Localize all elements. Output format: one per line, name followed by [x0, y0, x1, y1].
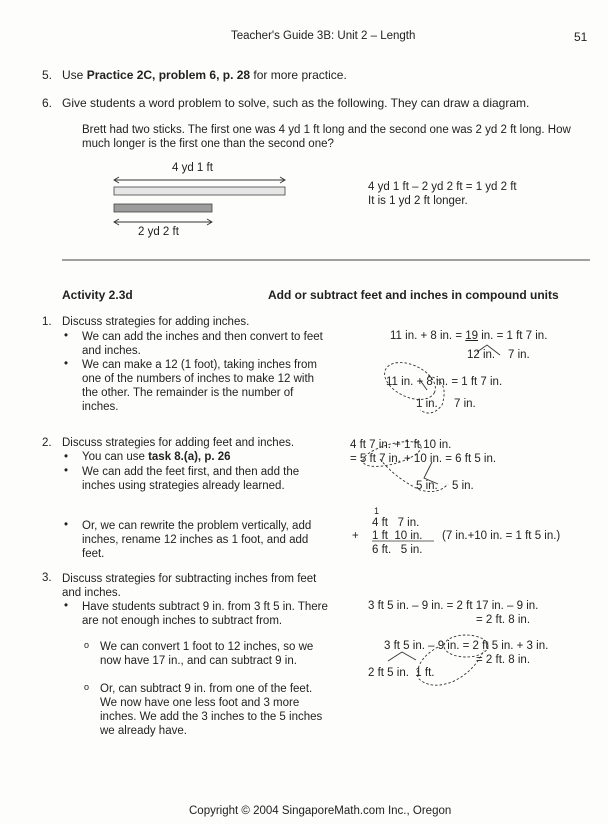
arrow-bottom	[114, 219, 212, 225]
s1-math-1a: 11 in. + 8 in. =	[390, 330, 466, 342]
s2-bullet-3: Or, we can rewrite the problem vertically, add inches, rename 12 inches as 1 foot, and add feet.	[82, 520, 312, 560]
s1-bullet-1: We can add the inches and then convert to feet and inches.	[82, 331, 323, 357]
stick-short	[114, 204, 212, 212]
s2-math-1: 4 ft 7 in. + 1 ft 10 in.	[350, 439, 452, 451]
activity-title: Add or subtract feet and inches in compound units	[268, 288, 559, 302]
page-header-title: Teacher's Guide 3B: Unit 2 – Length	[231, 30, 416, 42]
s3-math-2: = 2 ft. 8 in.	[476, 614, 531, 626]
page-number: 51	[574, 30, 588, 44]
s1-math-1u: 19	[465, 330, 479, 342]
stick-long	[114, 187, 285, 195]
s2-bullet-2: We can add the feet first, and then add the inches using strategies already learned.	[82, 466, 300, 492]
s2-number: 2.	[42, 437, 52, 449]
bullet: •	[64, 600, 69, 612]
s1-math-1b: in. = 1 ft 7 in.	[478, 330, 548, 342]
label-2yd-2ft: 2 yd 2 ft	[138, 226, 179, 238]
bullet: •	[64, 358, 69, 370]
item-6-number: 6.	[42, 96, 53, 110]
s1-split-7in: 7 in.	[454, 398, 476, 410]
sub-bullet: o	[84, 682, 90, 692]
s3-bullet-1: Have students subtract 9 in. from 3 ft 5 in. There are not enough inches to subtract from.	[82, 601, 328, 627]
s1-bullet-2: We can make a 12 (1 foot), taking inches from one of the numbers of inches to make 12 with the other. The remainder is the number of inches.	[82, 359, 318, 413]
item-6-text: Give students a word problem to solve, such as the following. They can draw a diagram.	[62, 96, 530, 110]
s2-vertical-note: (7 in.+10 in. = 1 ft 5 in.)	[442, 530, 561, 542]
s2-carry: 1	[374, 506, 380, 516]
activity-label: Activity 2.3d	[62, 288, 133, 302]
item-5-post: for more practice.	[250, 68, 347, 82]
s1-math-1	[390, 330, 547, 342]
s3-title: Discuss strategies for subtracting inches from feet and inches.	[62, 573, 317, 599]
s2-split-5in-a: 5 in.	[416, 480, 438, 492]
s2-vertical-1: 4 ft 7 in.	[372, 517, 420, 529]
s1-title: Discuss strategies for adding inches.	[62, 316, 250, 328]
s3-math-5: 2 ft 5 in. 1 ft.	[368, 667, 435, 679]
s1-split-1in: 1 in.	[416, 398, 438, 410]
s2-bullet-1-pre: You can use	[82, 451, 149, 463]
s3-number: 3.	[42, 572, 52, 584]
s2-bullet-1	[82, 451, 231, 463]
bullet: •	[64, 330, 69, 342]
item-5-reference: Practice 2C, problem 6, p. 28	[86, 68, 251, 82]
s2-task-reference: task 8.(a), p. 26	[148, 451, 231, 463]
bullet: •	[64, 451, 69, 463]
s1-split-12: 12 in.	[467, 349, 496, 361]
s2-split-5in-b: 5 in.	[452, 480, 474, 492]
s2-vertical-2: 1 ft 10 in.	[372, 530, 423, 542]
item-5-pre: Use	[62, 68, 87, 82]
s1-split-7: 7 in.	[508, 349, 530, 361]
arrow-top	[114, 177, 285, 183]
s1-math-2: 11 in. + 8 in. = 1 ft 7 in.	[386, 376, 503, 388]
label-4yd-1ft: 4 yd 1 ft	[172, 162, 213, 174]
sub-bullet: o	[84, 640, 90, 650]
bullet: •	[64, 465, 69, 477]
stick-diagram-eq1: 4 yd 1 ft – 2 yd 2 ft = 1 yd 2 ft	[368, 181, 517, 193]
s2-vertical-plus: +	[352, 530, 359, 542]
bullet: •	[64, 519, 69, 531]
s3-math-1: 3 ft 5 in. – 9 in. = 2 ft 17 in. – 9 in.	[368, 600, 539, 612]
s3-math-4: = 2 ft. 8 in.	[476, 654, 531, 666]
s1-number: 1.	[42, 316, 52, 328]
s3-math-3: 3 ft 5 in. – 9 in. = 2 ft 5 in. + 3 in.	[384, 640, 549, 652]
stick-diagram-eq2: It is 1 yd 2 ft longer.	[368, 195, 468, 207]
branch-3ft	[388, 652, 416, 661]
s2-vertical-3: 6 ft. 5 in.	[372, 544, 423, 556]
footer-copyright: Copyright © 2004 SingaporeMath.com Inc., Oregon	[189, 805, 452, 817]
s2-math-2: = 5 ft 7 in. + 10 in. = 6 ft 5 in.	[350, 453, 497, 465]
item-5-number: 5.	[42, 68, 53, 82]
word-problem: Brett had two sticks. The first one was 4 yd 1 ft long and the second one was 2 yd 2 ft long. How much longer is the first one than the second one?	[82, 124, 571, 150]
s2-title: Discuss strategies for adding feet and inches.	[62, 437, 295, 449]
s3-option-1: We can convert 1 foot to 12 inches, so we now have 17 in., and can subtract 9 in.	[100, 641, 314, 667]
s3-option-2: Or, can subtract 9 in. from one of the feet. We now have one less foot and 3 more inches. We add the 3 inches to the 5 inches we already have.	[100, 683, 323, 737]
